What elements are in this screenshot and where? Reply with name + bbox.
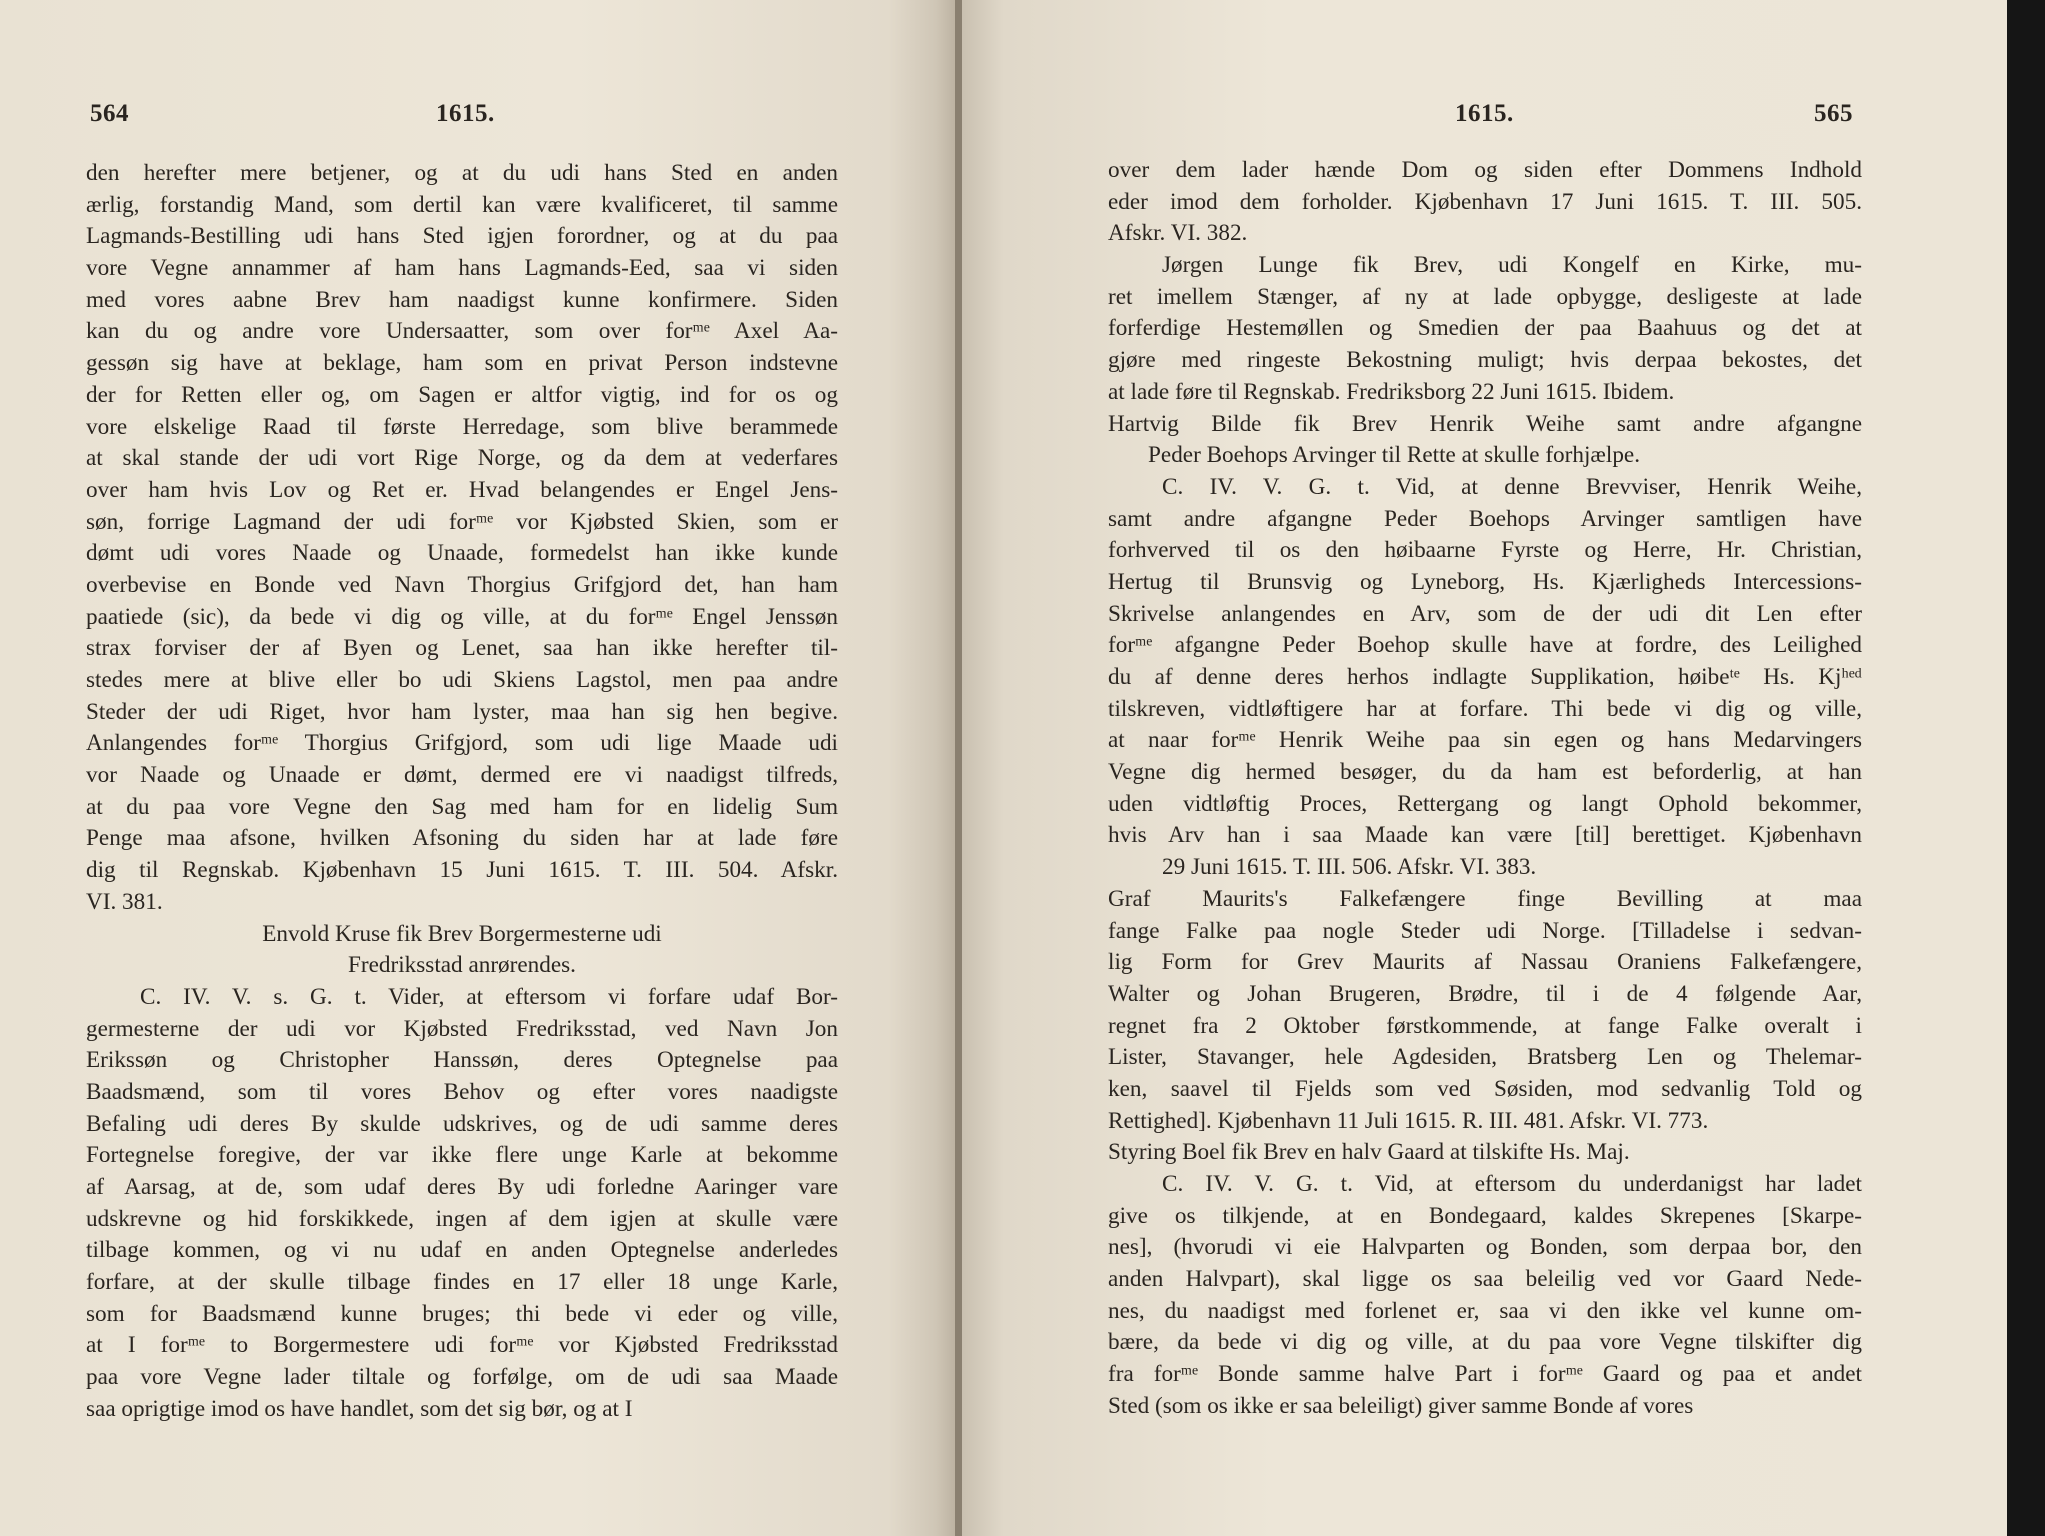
text-line: tilbage kommen, og vi nu udaf en anden Optegnelse anderledes (86, 1237, 838, 1264)
text-line: Lister, Stavanger, hele Agdesiden, Bratsberg Len og Thelemar- (1108, 1044, 1862, 1071)
text-line: give os tilkjende, at en Bondegaard, kaldes Skrepenes [Skarpe- (1108, 1202, 1862, 1229)
text-line: forfare, at der skulle tilbage findes en 17 eller 18 unge Karle, (86, 1269, 838, 1296)
text-line: nes], (hvorudi vi eie Halvparten og Bonden, som derpaa bor, den (1108, 1234, 1862, 1261)
running-header-year: 1615. (1455, 100, 1514, 127)
text-line: Graf Maurits's Falkefængere finge Bevilling at maa (1108, 885, 1862, 912)
text-line: Rettighed]. Kjøbenhavn 11 Juli 1615. R. III. 481. Afskr. VI. 773. (1108, 1107, 1709, 1134)
text-line: forhverved til os den høibaarne Fyrste og Herre, Hr. Christian, (1108, 537, 1862, 564)
text-line: lig Form for Grev Maurits af Nassau Oraniens Falkefængere, (1108, 949, 1862, 976)
text-line: eder imod dem forholder. Kjøbenhavn 17 Juni 1615. T. III. 505. (1108, 188, 1862, 215)
running-header-year: 1615. (436, 100, 495, 127)
text-line: at du paa vore Vegne den Sag med ham for en lidelig Sum (86, 793, 838, 820)
text-line: Anlangendes forᵐᵉ Thorgius Grifgjord, som udi lige Maade udi (86, 730, 838, 757)
text-line: paa vore Vegne lader tiltale og forfølge, om de udi saa Maade (86, 1364, 838, 1391)
left-page (0, 0, 955, 1536)
text-line: anden Halvpart), skal ligge os saa beleilig ved vor Gaard Nede- (1108, 1266, 1862, 1293)
text-line: dømt udi vores Naade og Unaade, formedelst han ikke kunde (86, 540, 838, 567)
text-line: som for Baadsmænd kunne bruges; thi bede vi eder og ville, (86, 1300, 838, 1327)
right-page (962, 0, 2007, 1536)
gutter-shadow (955, 0, 962, 1536)
text-line: Hertug til Brunsvig og Lyneborg, Hs. Kjærligheds Intercessions- (1108, 568, 1862, 595)
text-line: Afskr. VI. 382. (1108, 220, 1248, 247)
text-line: at skal stande der udi vort Rige Norge, og da dem at vederfares (86, 445, 838, 472)
text-line: Baadsmænd, som til vores Behov og efter vores naadigste (86, 1078, 838, 1105)
text-line: germesterne der udi vor Kjøbsted Fredriksstad, ved Navn Jon (86, 1015, 838, 1042)
text-line: ret imellem Stænger, af ny at lade opbygge, desligeste at lade (1108, 283, 1862, 310)
text-line: Fredriksstad anrørendes. (348, 952, 576, 979)
text-line: C. IV. V. G. t. Vid, at denne Brevviser, Henrik Weihe, (1162, 473, 1862, 500)
text-line: nes, du naadigst med forlenet er, saa vi den ikke vel kunne om- (1108, 1297, 1862, 1324)
text-line: fra forᵐᵉ Bonde samme halve Part i forᵐᵉ Gaard og paa et andet (1108, 1361, 1862, 1388)
text-line: Lagmands-Bestilling udi hans Sted igjen forordner, og at du paa (86, 223, 838, 250)
text-line: at naar forᵐᵉ Henrik Weihe paa sin egen og hans Medarvingers (1108, 727, 1862, 754)
text-line: gjøre med ringeste Bekostning muligt; hvis derpaa bekostes, det (1108, 347, 1862, 374)
text-line: ken, saavel til Fjelds som ved Søsiden, mod sedvanlig Told og (1108, 1075, 1862, 1102)
text-line: Peder Boehops Arvinger til Rette at skulle forhjælpe. (1148, 442, 1640, 469)
text-line: du af denne deres herhos indlagte Supplikation, høibeᵗᵉ Hs. Kjʰᵉᵈ (1108, 664, 1862, 690)
right-page-body (1108, 155, 1862, 1423)
text-line: at lade føre til Regnskab. Fredriksborg 22 Juni 1615. Ibidem. (1108, 378, 1675, 405)
text-line: C. IV. V. s. G. t. Vider, at eftersom vi forfare udaf Bor- (140, 983, 838, 1010)
text-line: forferdige Hestemøllen og Smedien der paa Baahuus og det at (1108, 315, 1862, 342)
page-number: 565 (1814, 100, 1853, 127)
text-line: Steder der udi Riget, hvor ham lyster, maa han sig hen begive. (86, 698, 838, 725)
text-line: bære, da bede vi dig og ville, at du paa vore Vegne tilskifter dig (1108, 1329, 1862, 1356)
text-line: stedes mere at blive eller bo udi Skiens Lagstol, men paa andre (86, 667, 838, 693)
text-line: Penge maa afsone, hvilken Afsoning du siden har at lade føre (86, 825, 838, 852)
text-line: tilskreven, vidtløftigere har at forfare. Thi bede vi dig og ville, (1108, 695, 1862, 722)
text-line: over ham hvis Lov og Ret er. Hvad belangendes er Engel Jens- (86, 476, 838, 503)
text-line: samt andre afgangne Peder Boehops Arvinger samtligen have (1108, 505, 1862, 532)
text-line: ærlig, forstandig Mand, som dertil kan være kvalificeret, til samme (86, 191, 838, 218)
text-line: Fortegnelse foregive, der var ikke flere unge Karle at bekomme (86, 1142, 838, 1169)
text-line: paatiede (sic), da bede vi dig og ville, at du forᵐᵉ Engel Jenssøn (86, 603, 838, 630)
text-line: den herefter mere betjener, og at du udi hans Sted en anden (86, 160, 838, 186)
text-line: VI. 381. (86, 888, 163, 915)
text-line: Befaling udi deres By skulde udskrives, og de udi samme deres (86, 1110, 838, 1137)
text-line: strax forviser der af Byen og Lenet, saa han ikke herefter til- (86, 635, 838, 662)
text-line: vor Naade og Unaade er dømt, dermed ere vi naadigst tilfreds, (86, 762, 838, 789)
text-line: forᵐᵉ afgangne Peder Boehop skulle have at fordre, des Leilighed (1108, 632, 1862, 659)
text-line: overbevise en Bonde ved Navn Thorgius Grifgjord det, han ham (86, 571, 838, 598)
left-page-body (86, 158, 838, 1426)
text-line: C. IV. V. G. t. Vid, at eftersom du underdanigst har ladet (1162, 1171, 1862, 1197)
text-line: uden vidtløftig Proces, Rettergang og langt Ophold bekommer, (1108, 790, 1862, 817)
text-line: saa oprigtige imod os have handlet, som det sig bør, og at I (86, 1395, 633, 1422)
text-line: kan du og andre vore Undersaatter, som over forᵐᵉ Axel Aa- (86, 318, 838, 345)
text-line: Walter og Johan Brugeren, Brødre, til i de 4 følgende Aar, (1108, 980, 1862, 1007)
text-line: der for Retten eller og, om Sagen er altfor vigtig, ind for os og (86, 381, 838, 408)
text-line: vore Vegne annammer af ham hans Lagmands-Eed, saa vi siden (86, 255, 838, 282)
text-line: Skrivelse anlangendes en Arv, som de der udi dit Len efter (1108, 600, 1862, 627)
text-line: dig til Regnskab. Kjøbenhavn 15 Juni 1615. T. III. 504. Afskr. (86, 857, 838, 884)
text-line: Erikssøn og Christopher Hanssøn, deres Optegnelse paa (86, 1047, 838, 1074)
text-line: udskrevne og hid forskikkede, ingen af dem igjen at skulle være (86, 1205, 838, 1232)
text-line: Vegne dig hermed besøger, du da ham est beforderlig, at han (1108, 759, 1862, 786)
text-line: af Aarsag, at de, som udaf deres By udi forledne Aaringer vare (86, 1174, 838, 1200)
scan-background-edge (2007, 0, 2045, 1536)
text-line: vore elskelige Raad til første Herredage, som blive berammede (86, 413, 838, 440)
text-line: fange Falke paa nogle Steder udi Norge. [Tilladelse i sedvan- (1108, 917, 1862, 944)
text-line: gessøn sig have at beklage, ham som en privat Person indstevne (86, 350, 838, 377)
text-line: at I forᵐᵉ to Borgermestere udi forᵐᵉ vor Kjøbsted Fredriksstad (86, 1332, 838, 1359)
text-line: med vores aabne Brev ham naadigst kunne konfirmere. Siden (86, 286, 838, 313)
text-line: Envold Kruse fik Brev Borgermesterne udi (262, 920, 662, 947)
text-line: over dem lader hænde Dom og siden efter Dommens Indhold (1108, 157, 1862, 183)
page-number: 564 (90, 100, 129, 127)
text-line: hvis Arv han i saa Maade kan være [til] berettiget. Kjøbenhavn (1108, 822, 1862, 849)
text-line: 29 Juni 1615. T. III. 506. Afskr. VI. 383. (1162, 854, 1537, 881)
text-line: søn, forrige Lagmand der udi forᵐᵉ vor Kjøbsted Skien, som er (86, 508, 838, 535)
text-line: Hartvig Bilde fik Brev Henrik Weihe samt andre afgangne (1108, 410, 1862, 437)
text-line: Styring Boel fik Brev en halv Gaard at tilskifte Hs. Maj. (1108, 1139, 1630, 1166)
text-line: regnet fra 2 Oktober førstkommende, at fange Falke overalt i (1108, 1012, 1862, 1039)
text-line: Jørgen Lunge fik Brev, udi Kongelf en Kirke, mu- (1162, 252, 1862, 279)
text-line: Sted (som os ikke er saa beleiligt) giver samme Bonde af vores (1108, 1392, 1694, 1419)
